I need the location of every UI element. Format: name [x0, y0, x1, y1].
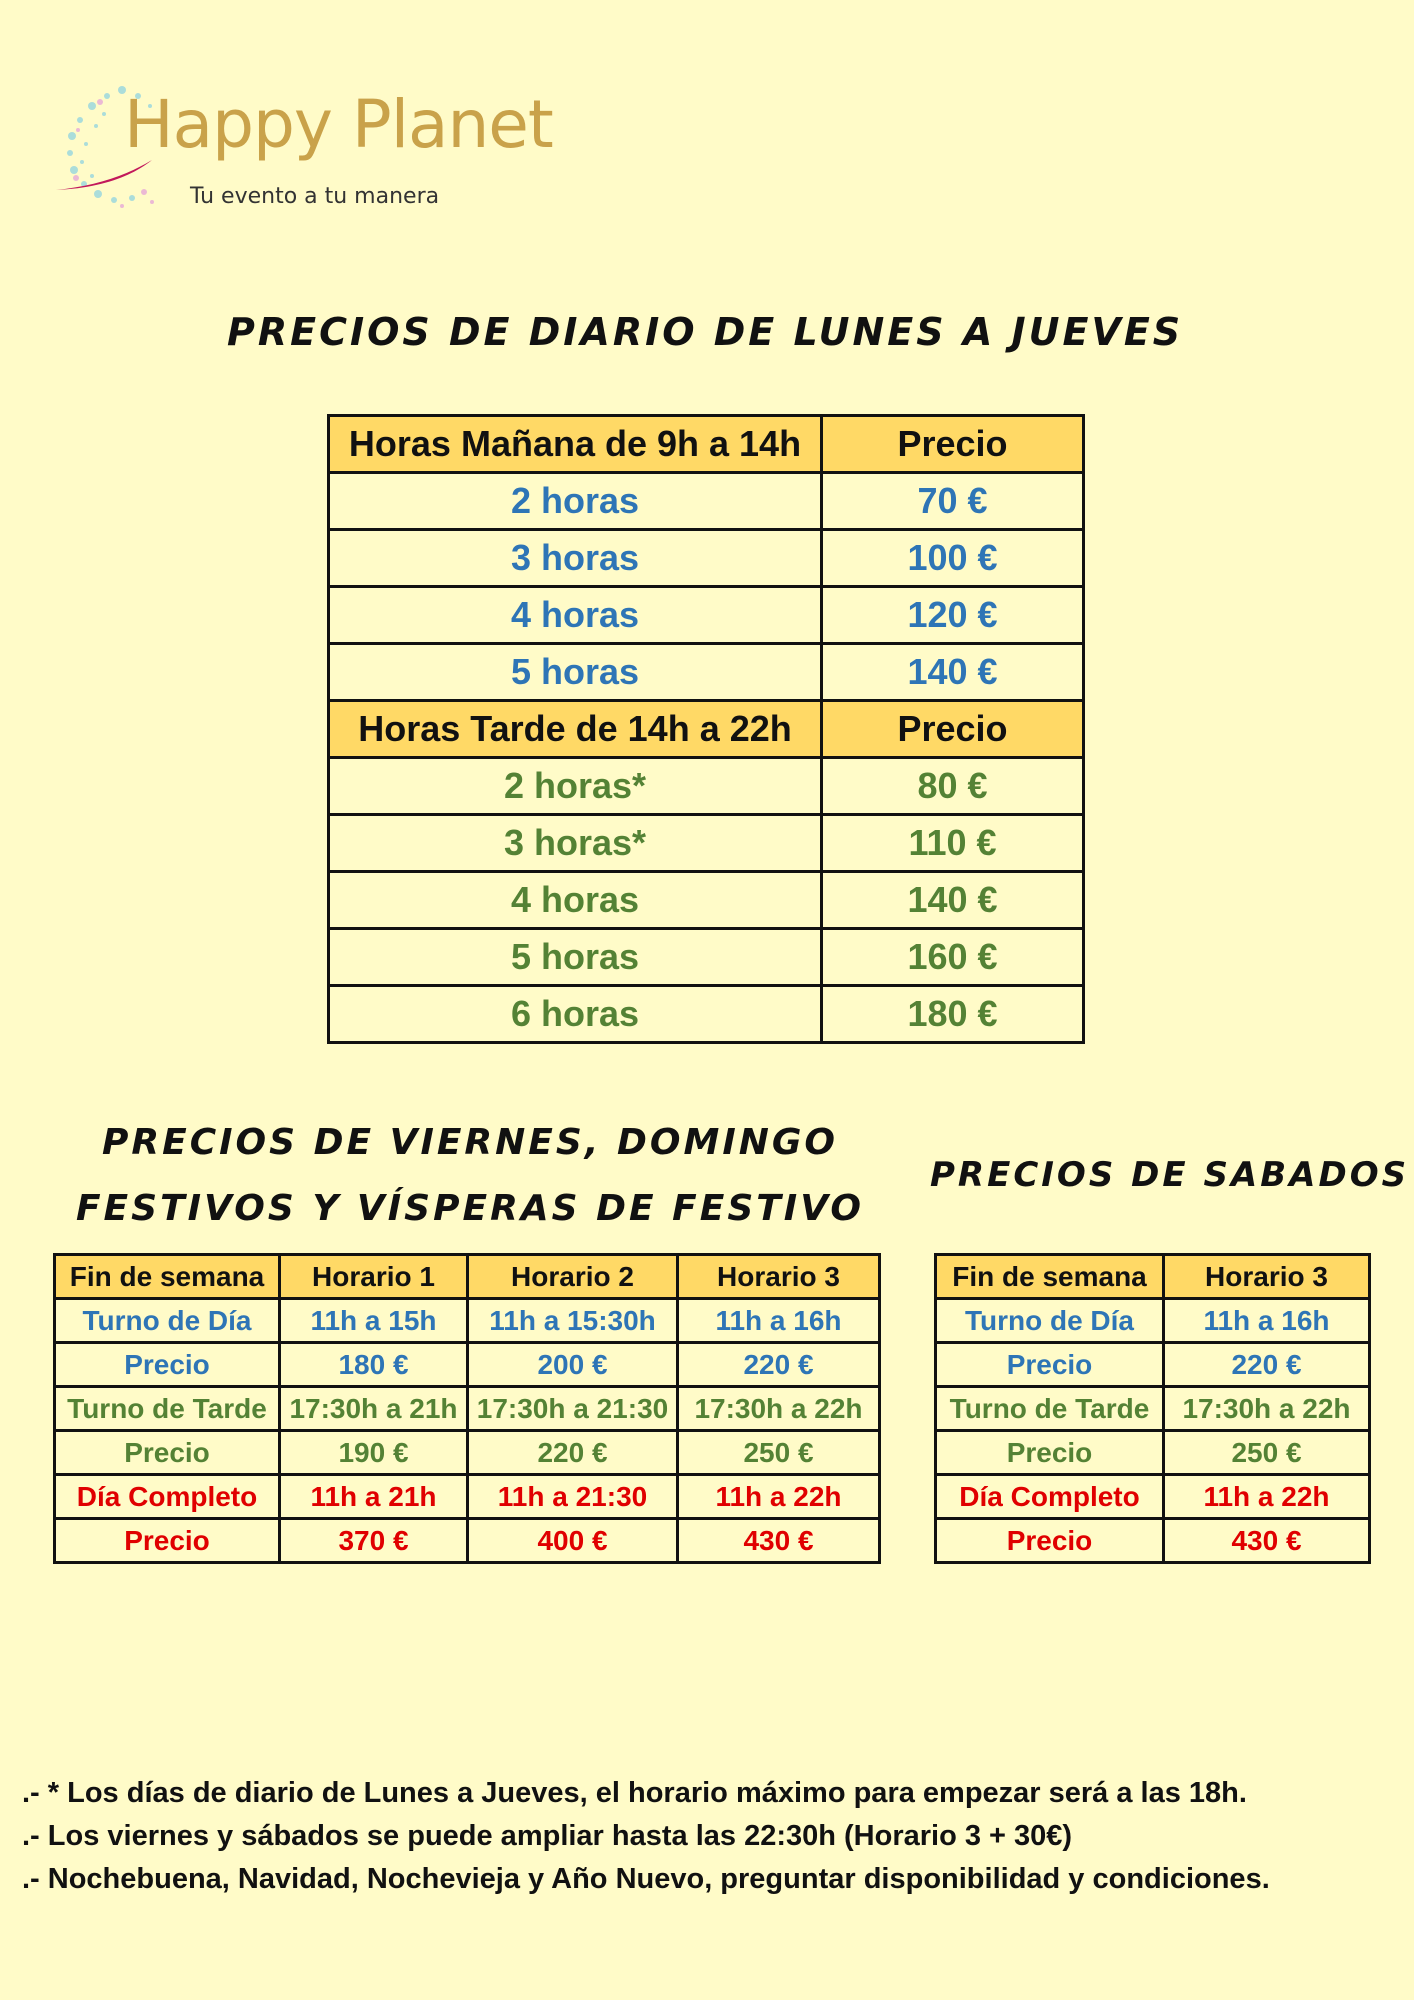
table-cell: Turno de Día	[55, 1299, 280, 1343]
table-cell: 430 €	[678, 1519, 880, 1563]
logo-tagline: Tu evento a tu manera	[190, 184, 440, 209]
table-cell: Precio	[936, 1343, 1164, 1387]
table-header-row	[55, 1255, 880, 1299]
table-cell: 4 horas	[329, 587, 822, 644]
table-header-cell: Fin de semana	[936, 1255, 1164, 1299]
table-row	[936, 1431, 1370, 1475]
table-row	[55, 1519, 880, 1563]
table-cell: 120 €	[822, 587, 1084, 644]
table-header-row	[936, 1255, 1370, 1299]
table-cell: Día Completo	[936, 1475, 1164, 1519]
table-cell: 70 €	[822, 473, 1084, 530]
table-cell: 250 €	[678, 1431, 880, 1475]
table-cell: 11h a 16h	[1164, 1299, 1370, 1343]
table-cell: 17:30h a 22h	[1164, 1387, 1370, 1431]
table-cell: 220 €	[1164, 1343, 1370, 1387]
table-row	[55, 1343, 880, 1387]
table-cell: 11h a 21h	[280, 1475, 468, 1519]
table-header-cell: Horas Tarde de 14h a 22h	[329, 701, 822, 758]
table-cell: 3 horas	[329, 530, 822, 587]
table-cell: Turno de Tarde	[936, 1387, 1164, 1431]
footnote: .- Nochebuena, Navidad, Nochevieja y Año Nuevo, preguntar disponibilidad y condiciones.	[22, 1863, 1270, 1895]
table-row	[936, 1475, 1370, 1519]
table-cell: Precio	[936, 1431, 1164, 1475]
table-header-row	[329, 701, 1084, 758]
table-cell: 370 €	[280, 1519, 468, 1563]
table-cell: Precio	[55, 1343, 280, 1387]
table-cell: Día Completo	[55, 1475, 280, 1519]
table-row	[936, 1343, 1370, 1387]
table-row	[936, 1387, 1370, 1431]
table-cell: 11h a 15h	[280, 1299, 468, 1343]
table-row	[55, 1387, 880, 1431]
weekend-prices-heading-line1: PRECIOS DE VIERNES, DOMINGO	[102, 1122, 838, 1163]
table-cell: 140 €	[822, 872, 1084, 929]
table-cell: 140 €	[822, 644, 1084, 701]
table-header-cell: Horario 3	[1164, 1255, 1370, 1299]
table-cell: 400 €	[468, 1519, 678, 1563]
table-cell: 2 horas*	[329, 758, 822, 815]
footnote: .- Los viernes y sábados se puede ampliar hasta las 22:30h (Horario 3 + 30€)	[22, 1820, 1073, 1852]
table-cell: 6 horas	[329, 986, 822, 1043]
table-cell: 17:30h a 22h	[678, 1387, 880, 1431]
table-cell: 220 €	[468, 1431, 678, 1475]
table-cell: 250 €	[1164, 1431, 1370, 1475]
table-row	[329, 986, 1084, 1043]
table-header-cell: Horario 1	[280, 1255, 468, 1299]
weekday-prices-heading: PRECIOS DE DIARIO DE LUNES A JUEVES	[227, 310, 1184, 354]
table-cell: 11h a 22h	[678, 1475, 880, 1519]
table-cell: 220 €	[678, 1343, 880, 1387]
table-row	[329, 815, 1084, 872]
table-cell: Precio	[936, 1519, 1164, 1563]
table-row	[329, 473, 1084, 530]
table-cell: 110 €	[822, 815, 1084, 872]
table-cell: 5 horas	[329, 644, 822, 701]
table-cell: 11h a 16h	[678, 1299, 880, 1343]
table-cell: 180 €	[280, 1343, 468, 1387]
logo	[52, 78, 572, 228]
table-row	[329, 530, 1084, 587]
weekend-price-table	[53, 1253, 881, 1564]
table-header-cell: Horario 3	[678, 1255, 880, 1299]
table-row	[329, 644, 1084, 701]
table-cell: Turno de Día	[936, 1299, 1164, 1343]
footnotes	[22, 1772, 1412, 1901]
table-row	[329, 929, 1084, 986]
table-cell: Precio	[55, 1431, 280, 1475]
table-cell: Turno de Tarde	[55, 1387, 280, 1431]
table-header-row	[329, 416, 1084, 473]
table-cell: 4 horas	[329, 872, 822, 929]
logo-title: Happy Planet	[124, 86, 553, 163]
table-row	[936, 1519, 1370, 1563]
table-cell: 11h a 22h	[1164, 1475, 1370, 1519]
table-row	[329, 587, 1084, 644]
table-cell: 5 horas	[329, 929, 822, 986]
table-cell: 17:30h a 21:30	[468, 1387, 678, 1431]
table-cell: 190 €	[280, 1431, 468, 1475]
table-header-cell: Precio	[822, 416, 1084, 473]
saturday-price-table	[934, 1253, 1371, 1564]
weekend-prices-heading-line2: FESTIVOS Y VÍSPERAS DE FESTIVO	[75, 1188, 865, 1229]
table-cell: Precio	[55, 1519, 280, 1563]
table-header-cell: Fin de semana	[55, 1255, 280, 1299]
table-cell: 2 horas	[329, 473, 822, 530]
table-cell: 3 horas*	[329, 815, 822, 872]
table-cell: 200 €	[468, 1343, 678, 1387]
table-cell: 100 €	[822, 530, 1084, 587]
table-cell: 80 €	[822, 758, 1084, 815]
table-row	[329, 758, 1084, 815]
table-cell: 11h a 15:30h	[468, 1299, 678, 1343]
table-header-cell: Horario 2	[468, 1255, 678, 1299]
table-row	[55, 1475, 880, 1519]
saturday-prices-heading: PRECIOS DE SABADOS	[930, 1155, 1410, 1195]
table-cell: 17:30h a 21h	[280, 1387, 468, 1431]
table-cell: 11h a 21:30	[468, 1475, 678, 1519]
table-cell: 180 €	[822, 986, 1084, 1043]
table-row	[936, 1299, 1370, 1343]
table-header-cell: Precio	[822, 701, 1084, 758]
table-row	[329, 872, 1084, 929]
footnote: .- * Los días de diario de Lunes a Jueves, el horario máximo para empezar será a las 18h.	[22, 1777, 1247, 1809]
table-header-cell: Horas Mañana de 9h a 14h	[329, 416, 822, 473]
table-row	[55, 1299, 880, 1343]
table-cell: 430 €	[1164, 1519, 1370, 1563]
table-row	[55, 1431, 880, 1475]
weekday-price-table	[327, 414, 1085, 1044]
table-cell: 160 €	[822, 929, 1084, 986]
